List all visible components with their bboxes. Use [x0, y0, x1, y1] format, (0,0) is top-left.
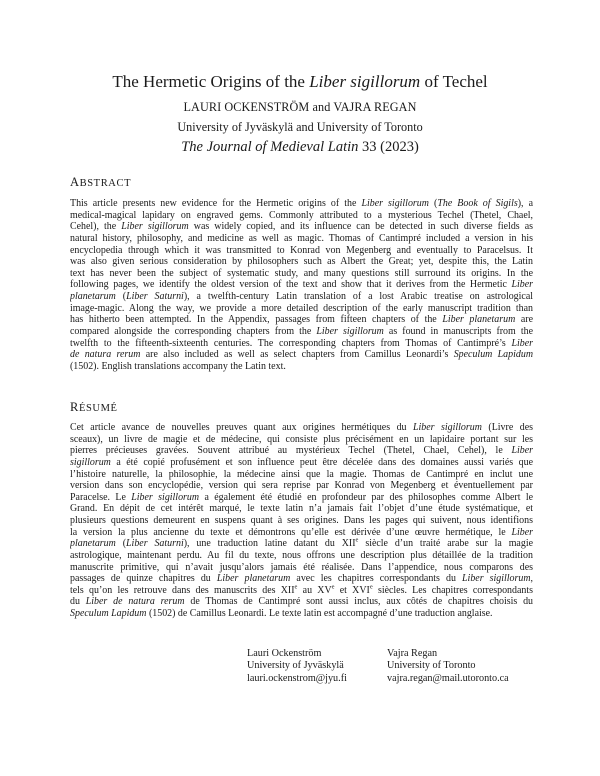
text-line — [70, 492, 533, 504]
text-run: Cet article avance de nouvelles preuves quant aux origines hermétiques du — [70, 422, 414, 433]
text-run: ( — [428, 198, 438, 209]
italic-text: Liber Saturni — [126, 538, 184, 550]
italic-text: Liber planetarum — [442, 314, 516, 326]
italic-text: Liber Saturni — [126, 291, 184, 302]
text-line — [70, 349, 533, 361]
title-italic: Liber sigillorum — [309, 72, 421, 91]
text-line — [70, 585, 533, 597]
text-run: et XVI — [334, 584, 370, 596]
text-run: compared alongside the corresponding chapters from the — [70, 325, 317, 337]
text-run: text has never been the subject of systematic study, and many questions still surround its origins. In the — [70, 267, 533, 279]
text-line — [70, 303, 533, 315]
italic-text: Liber sigillorum — [361, 198, 429, 209]
italic-text: Liber sigillorum — [316, 325, 384, 337]
contact-name: Vajra Regan — [387, 648, 438, 659]
text-line — [70, 279, 533, 291]
text-run: following pages, we identify the oldest version of the text and show that it derives from the Hermetic — [70, 279, 512, 291]
contact-email[interactable]: lauri.ockenstrom@jyu.fi — [247, 672, 347, 684]
italic-text: Liber planetarum — [216, 573, 291, 585]
italic-text: planetarum — [70, 538, 116, 550]
text-run: siècle d’un traité arabe sur la magie — [358, 538, 533, 550]
text-line — [70, 210, 533, 222]
text-run: ( — [115, 291, 127, 302]
text-run: Cehel), the — [70, 221, 122, 233]
text-line — [70, 445, 533, 457]
author-line: LAURI OCKENSTRÖM and VAJRA REGAN — [183, 100, 417, 114]
text-run: au XV — [297, 584, 332, 596]
text-run: ( — [115, 538, 127, 550]
text-line — [70, 233, 533, 245]
italic-text: Liber — [511, 337, 533, 349]
text-line — [70, 573, 533, 585]
abstract-heading — [70, 176, 131, 190]
journal-citation — [0, 138, 600, 156]
text-run: manuscrite primitive, qui n’avait jusqu’alors jamais été réalisée. Dans l’appendice, nous comparons des — [70, 561, 533, 573]
text-line — [70, 198, 533, 210]
title-suffix: of Techel — [420, 72, 488, 91]
italic-text: The Book of Sigils — [437, 198, 518, 209]
text-run: , — [530, 573, 533, 585]
text-run: plusieurs questions demeurent en suspens quant à ses origines. Dans les pages qui suivent, nous identifions — [70, 515, 533, 526]
resume-heading-rest: ÉSUMÉ — [78, 403, 118, 414]
text-line — [70, 457, 533, 469]
text-run: encyclopedia through which it was transmitted to Konrad von Megenberg and eventually to Paracelsus. It — [70, 244, 533, 256]
text-run: passages de quinze chapitres du — [70, 573, 217, 585]
text-run: Paracelse. Le — [70, 491, 132, 503]
abstract-text — [70, 198, 533, 372]
contact-institution: University of Jyväskylä — [247, 660, 344, 672]
text-run: twelfth to the fifteenth-sixteenth centuries. The corresponding chapters from Thomas of Cantimpré’s — [70, 337, 512, 349]
italic-text: Liber de natura rerum — [85, 596, 185, 608]
text-line — [70, 550, 533, 562]
text-run: natural history, philosophy, and medicine as well as magic. Thomas of Cantimpré included a version in his — [70, 232, 533, 244]
superscript: e — [331, 584, 335, 591]
text-line — [70, 256, 533, 268]
text-run: ), une traduction latine datant du XII — [183, 538, 356, 550]
resume-text — [70, 422, 533, 620]
text-line — [70, 221, 533, 233]
superscript: e — [355, 538, 359, 544]
text-line — [70, 361, 533, 373]
text-line — [70, 480, 533, 492]
italic-text: sigillorum — [70, 456, 111, 468]
contact-block-author-2 — [387, 648, 509, 685]
resume-heading — [70, 401, 118, 415]
text-line — [70, 291, 533, 303]
text-run: de Thomas de Cantimpré sont aussi inclus, aux côtés de chapitres choisis du — [184, 596, 533, 608]
text-run: tels qu’on les retrouve dans des manuscrits des XII — [70, 584, 295, 596]
abstract-heading-rest: BSTRACT — [79, 178, 132, 189]
text-line — [70, 326, 533, 338]
text-run: as found in manuscripts from the — [383, 325, 533, 337]
contact-email[interactable]: vajra.regan@mail.utoronto.ca — [387, 672, 509, 684]
text-line — [70, 314, 533, 326]
text-line — [70, 562, 533, 574]
italic-text: de natura rerum — [70, 349, 141, 361]
contact-institution: University of Toronto — [387, 660, 476, 672]
text-line — [70, 245, 533, 257]
text-run: (1502). English translations accompany the Latin text. — [70, 360, 286, 372]
text-run: This article presents new evidence for the Hermetic origins of the — [70, 198, 362, 209]
affiliation-line: University of Jyväskylä and University of Toronto — [177, 120, 423, 134]
italic-text: Speculum Lapidum — [70, 608, 147, 619]
text-run: (Livre des — [481, 422, 533, 433]
text-run: Grand. En dépit de cet intérêt marqué, le texte latin n’a jamais fait l’objet d’une étude systématique, et — [70, 503, 533, 515]
text-run: siècles. Les chapitres correspondants — [372, 584, 533, 596]
italic-text: Liber — [511, 526, 533, 538]
text-run: sceaux), un livre de magie et de médecine, qui consiste plus précisément en un lapidaire portant sur les — [70, 433, 533, 445]
text-run: ), a twelfth-century Latin translation of a lost Arabic treatise on astrological — [183, 291, 533, 302]
text-run: was also given serious consideration by philosophers such as Albert the Great; yet, despite this, the Latin — [70, 256, 533, 268]
text-line — [70, 434, 533, 446]
text-line — [70, 538, 533, 550]
text-run: la version la plus ancienne du texte et démontrons qu’elle est dérivée d’une œuvre hermétique, le — [70, 526, 512, 538]
text-run: a été copié profusément et son influence peut être décelée dans des domaines aussi variés que — [110, 456, 533, 468]
italic-text: Speculum Lapidum — [453, 349, 533, 361]
italic-text: Liber — [511, 279, 533, 291]
italic-text: Liber sigillorum — [413, 422, 482, 433]
text-line — [70, 422, 533, 434]
italic-text: planetarum — [70, 291, 116, 302]
text-line — [70, 469, 533, 481]
text-run: astrologique, maintenant perdu. Au fil du texte, nous offrons une description plus détaillée de la tradition — [70, 549, 533, 561]
text-run: l’histoire naturelle, la philosophie, la médecine ainsi que la magie. Thomas de Cantimpré en inclut une — [70, 468, 533, 480]
text-line — [70, 596, 533, 608]
text-line — [70, 515, 533, 527]
text-run: (1502) de Camillus Leonardi. Le texte latin est accompagné d’une traduction anglaise. — [146, 608, 493, 619]
text-line — [70, 503, 533, 515]
italic-text: Liber sigillorum — [131, 491, 200, 503]
text-run: ), a — [517, 198, 533, 209]
text-line — [70, 338, 533, 350]
italic-text: Liber sigillorum — [121, 221, 189, 233]
text-run: medical-magical lapidary on engraved gems. Commonly attributed to a mysterious Techel (Thetel, Chael, — [70, 209, 533, 221]
text-run: was widely copied, and its influence can be detected in such diverse fields as — [188, 221, 533, 233]
journal-name: The Journal of Medieval Latin — [181, 139, 359, 155]
superscript: e — [369, 584, 373, 591]
italic-text: Liber — [511, 445, 533, 457]
paper-title — [0, 72, 600, 92]
journal-volume: 33 (2023) — [358, 139, 419, 155]
text-line — [70, 268, 533, 280]
italic-text: Liber sigillorum — [462, 573, 531, 585]
contact-name: Lauri Ockenström — [247, 648, 322, 659]
text-run: are — [515, 314, 533, 326]
text-run: pierres précieuses gravées. Souvent attribué au mystérieux Techel (Thetel, Chael, Cehel), le — [70, 445, 512, 457]
text-run: has hitherto been attempted. In the Appendix, passages from fifteen chapters of the — [70, 314, 443, 326]
text-line — [70, 527, 533, 539]
text-run: a également été étudié en profondeur par des philosophes comme Albert le — [199, 491, 533, 503]
text-run: image-magic. Along the way, we provide a more detailed description of the early manuscript tradition than — [70, 302, 533, 314]
abstract-heading-cap: A — [70, 175, 80, 189]
text-run: are also included as well as select chapters from Camillus Leonardi’s — [140, 349, 454, 361]
resume-heading-cap: R — [70, 400, 79, 414]
contact-block-author-1 — [247, 648, 347, 685]
text-run: avec les chapitres correspondants du — [290, 573, 463, 585]
text-run: version dans son encyclopédie, version qui sera reprise par Konrad von Megenberg et éventuellement par — [70, 480, 533, 492]
text-line — [70, 608, 533, 620]
superscript: e — [294, 584, 298, 591]
title-prefix: The Hermetic Origins of the — [112, 72, 310, 91]
text-run: du — [70, 596, 86, 608]
